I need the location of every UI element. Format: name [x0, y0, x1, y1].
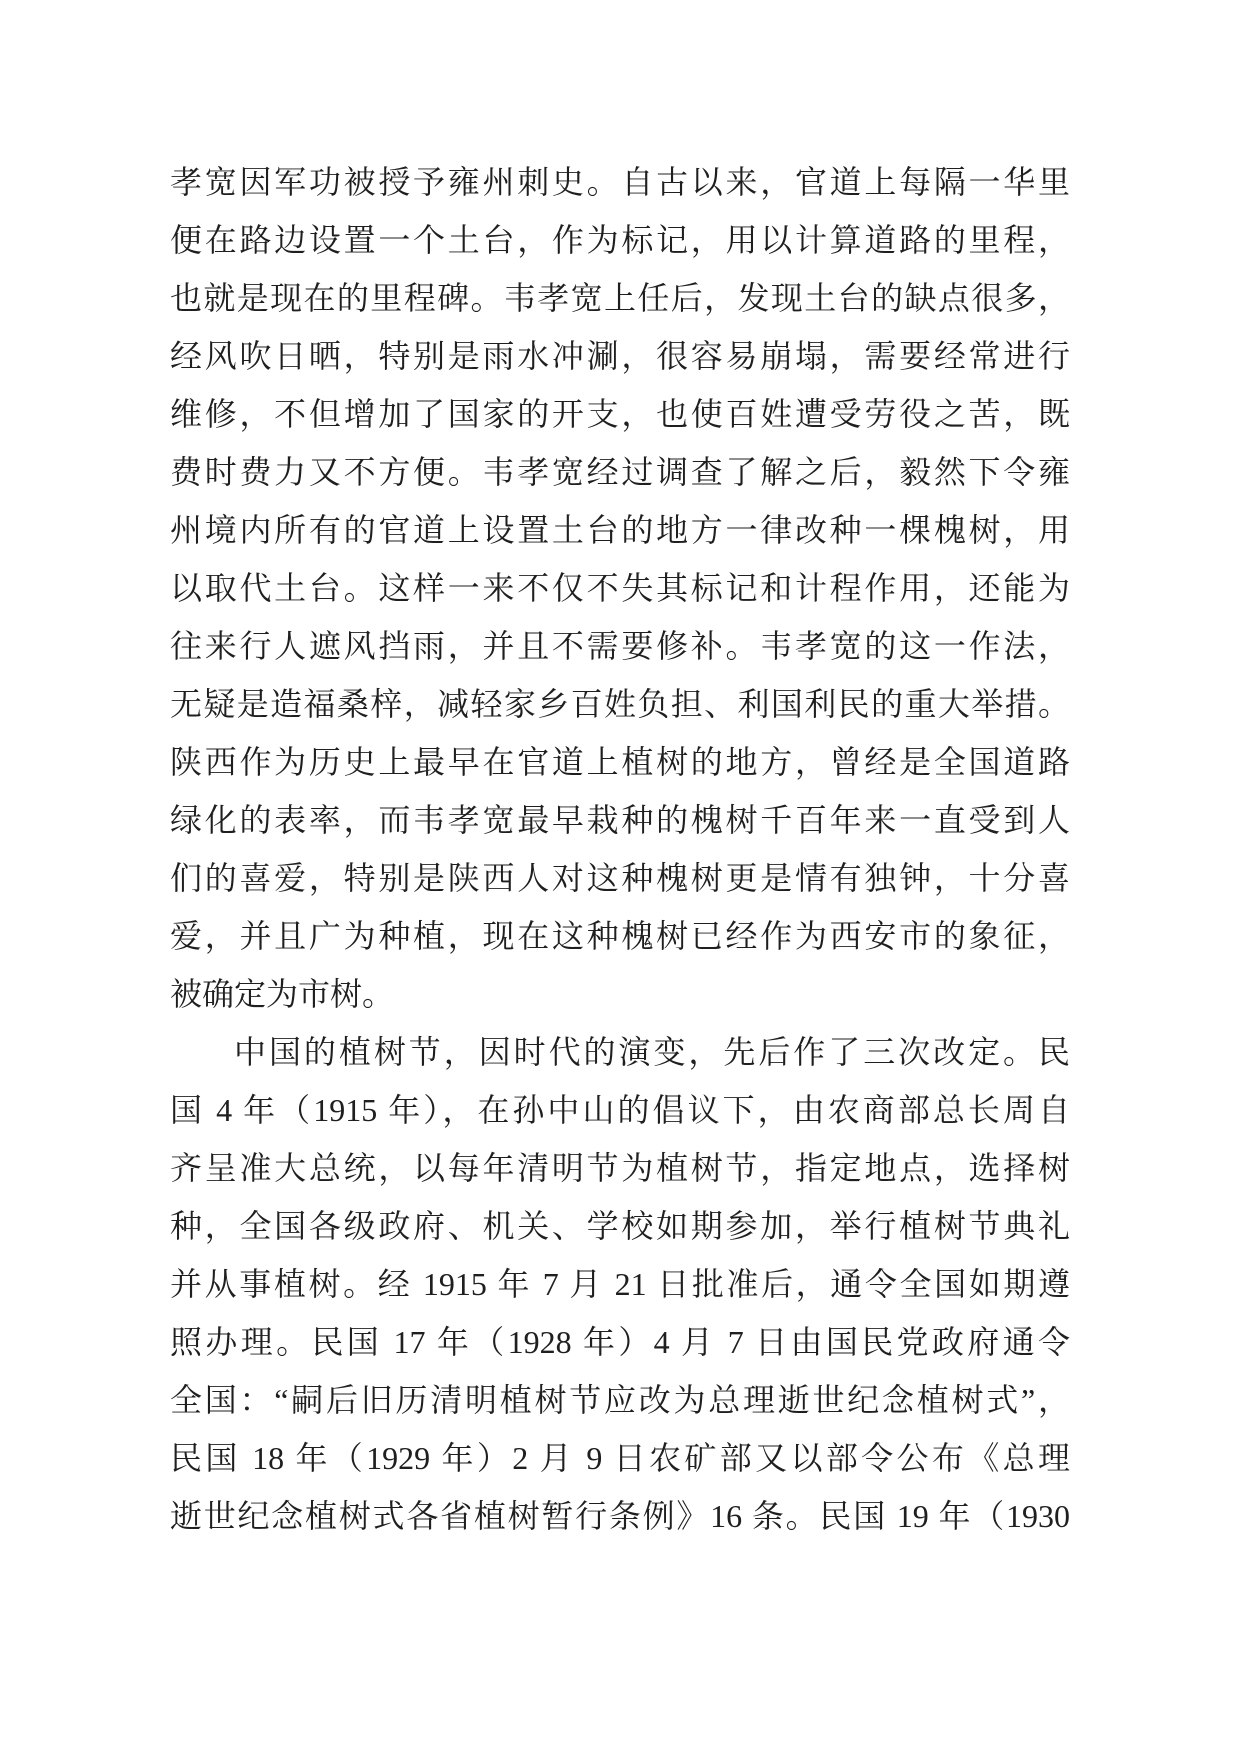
document-body — [170, 153, 1070, 1545]
text-line: 以取代土台。这样一来不仅不失其标记和计程作用，还能为 — [170, 570, 1070, 606]
text-line: 费时费力又不方便。韦孝宽经过调查了解之后，毅然下令雍 — [170, 454, 1070, 490]
text-line: 陕西作为历史上最早在官道上植树的地方，曾经是全国道路 — [170, 744, 1070, 780]
text-line: 爱，并且广为种植，现在这种槐树已经作为西安市的象征， — [170, 918, 1070, 954]
text-line: 中国的植树节，因时代的演变，先后作了三次改定。民 — [234, 1034, 1070, 1070]
text-line: 们的喜爱，特别是陕西人对这种槐树更是情有独钟，十分喜 — [170, 860, 1070, 896]
text-line: 州境内所有的官道上设置土台的地方一律改种一棵槐树，用 — [170, 512, 1070, 548]
text-line: 往来行人遮风挡雨，并且不需要修补。韦孝宽的这一作法， — [170, 628, 1070, 664]
text-line: 并从事植树。经 1915 年 7 月 21 日批准后，通令全国如期遵 — [170, 1266, 1070, 1302]
text-line: 照办理。民国 17 年（1928 年）4 月 7 日由国民党政府通令 — [170, 1324, 1070, 1360]
text-line: 绿化的表率，而韦孝宽最早栽种的槐树千百年来一直受到人 — [170, 802, 1070, 838]
text-line: 国 4 年（1915 年），在孙中山的倡议下，由农商部总长周自 — [170, 1092, 1070, 1128]
text-line: 便在路边设置一个土台，作为标记，用以计算道路的里程， — [170, 222, 1070, 258]
paragraph — [170, 153, 1070, 1023]
text-line: 全国：“嗣后旧历清明植树节应改为总理逝世纪念植树式”， — [170, 1382, 1070, 1418]
text-line: 无疑是造福桑梓，减轻家乡百姓负担、利国利民的重大举措。 — [170, 686, 1070, 722]
text-line: 齐呈准大总统，以每年清明节为植树节，指定地点，选择树 — [170, 1150, 1070, 1186]
text-line: 经风吹日晒，特别是雨水冲涮，很容易崩塌，需要经常进行 — [170, 338, 1070, 374]
text-line: 被确定为市树。 — [170, 976, 395, 1012]
text-line: 种，全国各级政府、机关、学校如期参加，举行植树节典礼 — [170, 1208, 1070, 1244]
text-line: 维修，不但增加了国家的开支，也使百姓遭受劳役之苦，既 — [170, 396, 1070, 432]
paragraph — [170, 1023, 1070, 1545]
text-line: 逝世纪念植树式各省植树暂行条例》16 条。民国 19 年（1930 — [170, 1498, 1070, 1534]
text-line: 民国 18 年（1929 年）2 月 9 日农矿部又以部令公布《总理 — [170, 1440, 1070, 1476]
text-line: 孝宽因军功被授予雍州刺史。自古以来，官道上每隔一华里 — [170, 164, 1070, 200]
text-line: 也就是现在的里程碑。韦孝宽上任后，发现土台的缺点很多， — [170, 280, 1070, 316]
